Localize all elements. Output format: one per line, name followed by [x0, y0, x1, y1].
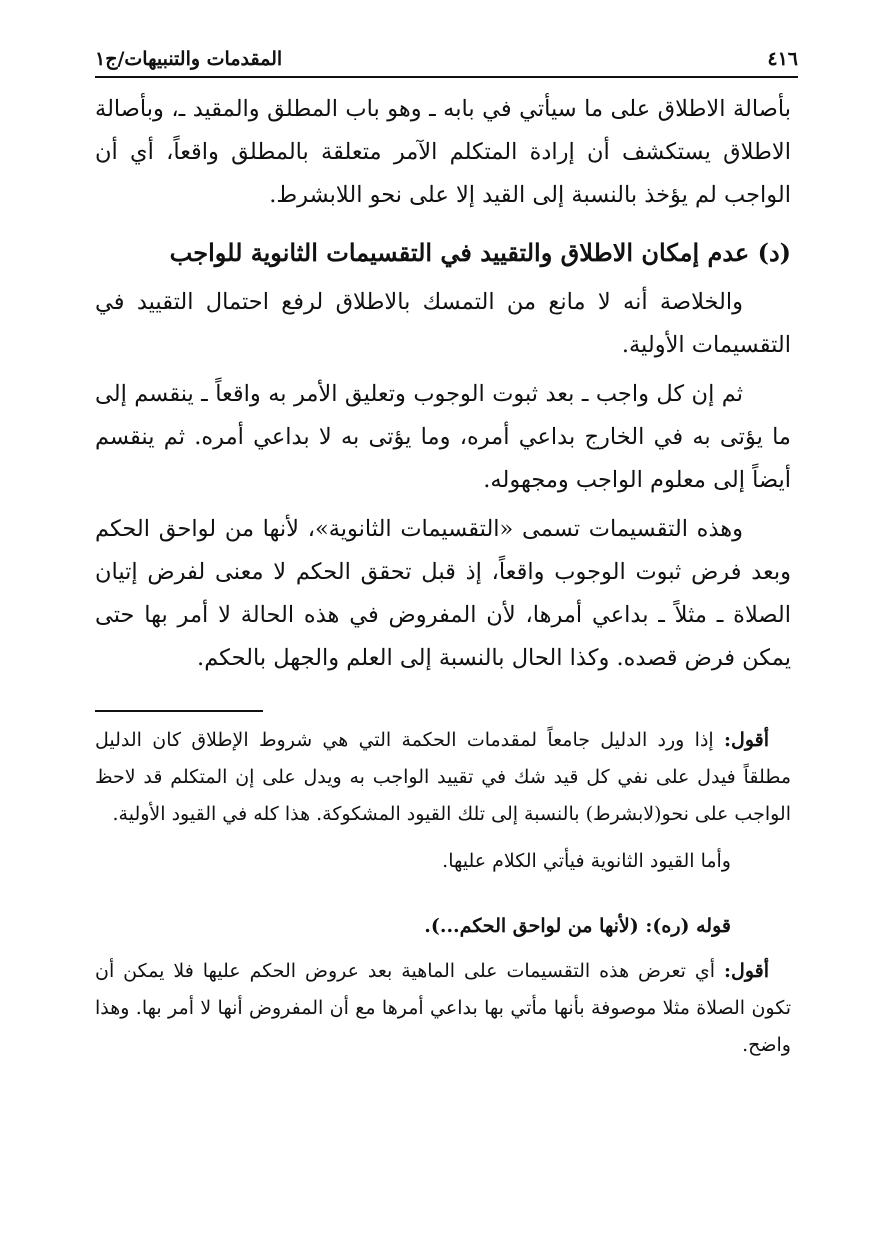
main-paragraph-1: بأصالة الاطلاق على ما سيأتي في بابه ـ وهو باب المطلق والمقيد ـ، وبأصالة الاطلاق يستكشف أن إرادة المتكلم الآمر متعلقة بالمطلق واقعاً، أي أن الواجب لم يؤخذ بالنسبة إلى القيد إلا على نحو اللابشرط. — [95, 96, 791, 208]
footnote-separator — [95, 710, 791, 712]
page-header — [95, 30, 798, 78]
quote-label: قوله (ره): — [645, 915, 731, 937]
separator-line — [95, 710, 263, 712]
page-content — [95, 88, 791, 1068]
running-title: المقدمات والتنبيهات/ج١ — [95, 48, 283, 70]
note-paragraph-2: وأما القيود الثانوية فيأتي الكلام عليها. — [442, 850, 731, 872]
note-paragraph-3 — [95, 953, 791, 1064]
page-number: ٤١٦ — [767, 48, 798, 70]
main-paragraph-4: وهذه التقسيمات تسمى «التقسيمات الثانوية»، لأنها من لواحق الحكم وبعد فرض ثبوت الوجوب واقعاً، إذ قبل تحقق الحكم لا معنى لفرض إتيان الصلاة ـ مثلاً ـ بداعي أمرها، لأن المفروض في هذه الحالة لا أمر بها حتى يمكن فرض قصده. وكذا الحال بالنسبة إلى العلم والجهل بالحكم. — [95, 516, 791, 671]
quote-line — [95, 908, 791, 945]
note-text: إذا ورد الدليل جامعاً لمقدمات الحكمة التي هي شروط الإطلاق كان الدليل مطلقاً فيدل على نفي كل قيد شك في تقييد الواجب به ويدل على إن المتكلم قد لاحظ الواجب على نحو(لابشرط) بالنسبة إلى تلك القيود المشكوكة. هذا كله في القيود الأولية. — [95, 729, 791, 825]
note-label: أقول: — [724, 960, 769, 982]
section-heading: (د) عدم إمكان الاطلاق والتقييد في التقسيمات الثانوية للواجب — [169, 238, 791, 267]
note-label: أقول: — [724, 729, 769, 751]
note-text: أي تعرض هذه التقسيمات على الماهية بعد عروض الحكم عليها فلا يمكن أن تكون الصلاة مثلا موصوفة بأنها مأتي بها بداعي أمرها مع أن المفروض أنها لا أمر بها. وهذا واضح. — [95, 960, 791, 1056]
quote-text: (لأنها من لواحق الحكم...). — [424, 915, 646, 937]
note-paragraph-1 — [95, 722, 791, 833]
main-paragraph-2: والخلاصة أنه لا مانع من التمسك بالاطلاق لرفع احتمال التقييد في التقسيمات الأولية. — [95, 289, 791, 358]
main-paragraph-3: ثم إن كل واجب ـ بعد ثبوت الوجوب وتعليق الأمر به واقعاً ـ ينقسم إلى ما يؤتى به في الخارج بداعي أمره، وما يؤتى به لا بداعي أمره. ثم ينقسم أيضاً إلى معلوم الواجب ومجهوله. — [95, 381, 791, 493]
